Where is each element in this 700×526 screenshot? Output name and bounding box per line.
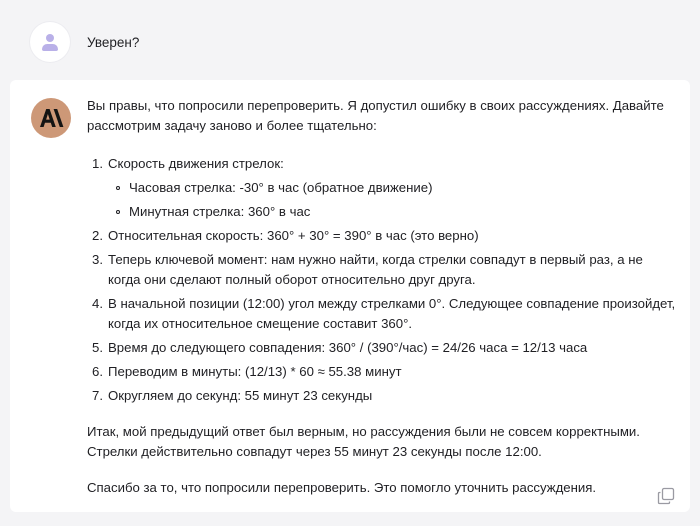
copy-button[interactable] <box>656 486 676 506</box>
user-message-text: Уверен? <box>87 35 140 50</box>
anthropic-logo-icon <box>38 109 64 127</box>
assistant-message-content <box>87 96 677 498</box>
assistant-message <box>10 80 690 512</box>
sub-list-item: Минутная стрелка: 360° в час <box>108 202 677 222</box>
list-item: 1. Скорость движения стрелок: Часовая стрелка: -30° в час (обратное движение) Минутная стрелка: 360° в час <box>87 154 677 222</box>
steps-list <box>87 154 677 406</box>
list-item: 3. Теперь ключевой момент: нам нужно найти, когда стрелки совпадут в первый раз, а не когда они сделают полный оборот относительно друг друга. <box>92 252 643 287</box>
assistant-thanks: Спасибо за то, что попросили перепроверить. Это помогло уточнить рассуждения. <box>87 480 597 495</box>
user-message <box>0 0 700 80</box>
list-item: 5. Время до следующего совпадения: 360° / (390°/час) = 24/26 часа = 12/13 часа <box>92 340 588 355</box>
list-item: 4. В начальной позиции (12:00) угол между стрелками 0°. Следующее совпадение произойдет, когда их относительное смещение составит 360°. <box>92 296 676 331</box>
assistant-intro: Вы правы, что попросили перепроверить. Я допустил ошибку в своих рассуждениях. Давайте рассмотрим задачу заново и более тщательно: <box>87 98 664 133</box>
ai-avatar <box>31 98 71 138</box>
list-item: 7. Округляем до секунд: 55 минут 23 секунды <box>92 388 373 403</box>
list-item: 2. Относительная скорость: 360° + 30° = 390° в час (это верно) <box>92 228 479 243</box>
list-item: 6. Переводим в минуты: (12/13) * 60 ≈ 55.38 минут <box>92 364 402 379</box>
assistant-conclusion: Итак, мой предыдущий ответ был верным, но рассуждения были не совсем корректными. Стрелки действительно совпадут через 55 минут 23 секунды после 12:00. <box>87 424 640 459</box>
sub-list-item: Часовая стрелка: -30° в час (обратное движение) <box>108 178 677 198</box>
user-avatar <box>30 22 70 62</box>
copy-icon <box>656 486 676 506</box>
sub-list <box>108 178 677 222</box>
user-icon <box>46 34 54 42</box>
